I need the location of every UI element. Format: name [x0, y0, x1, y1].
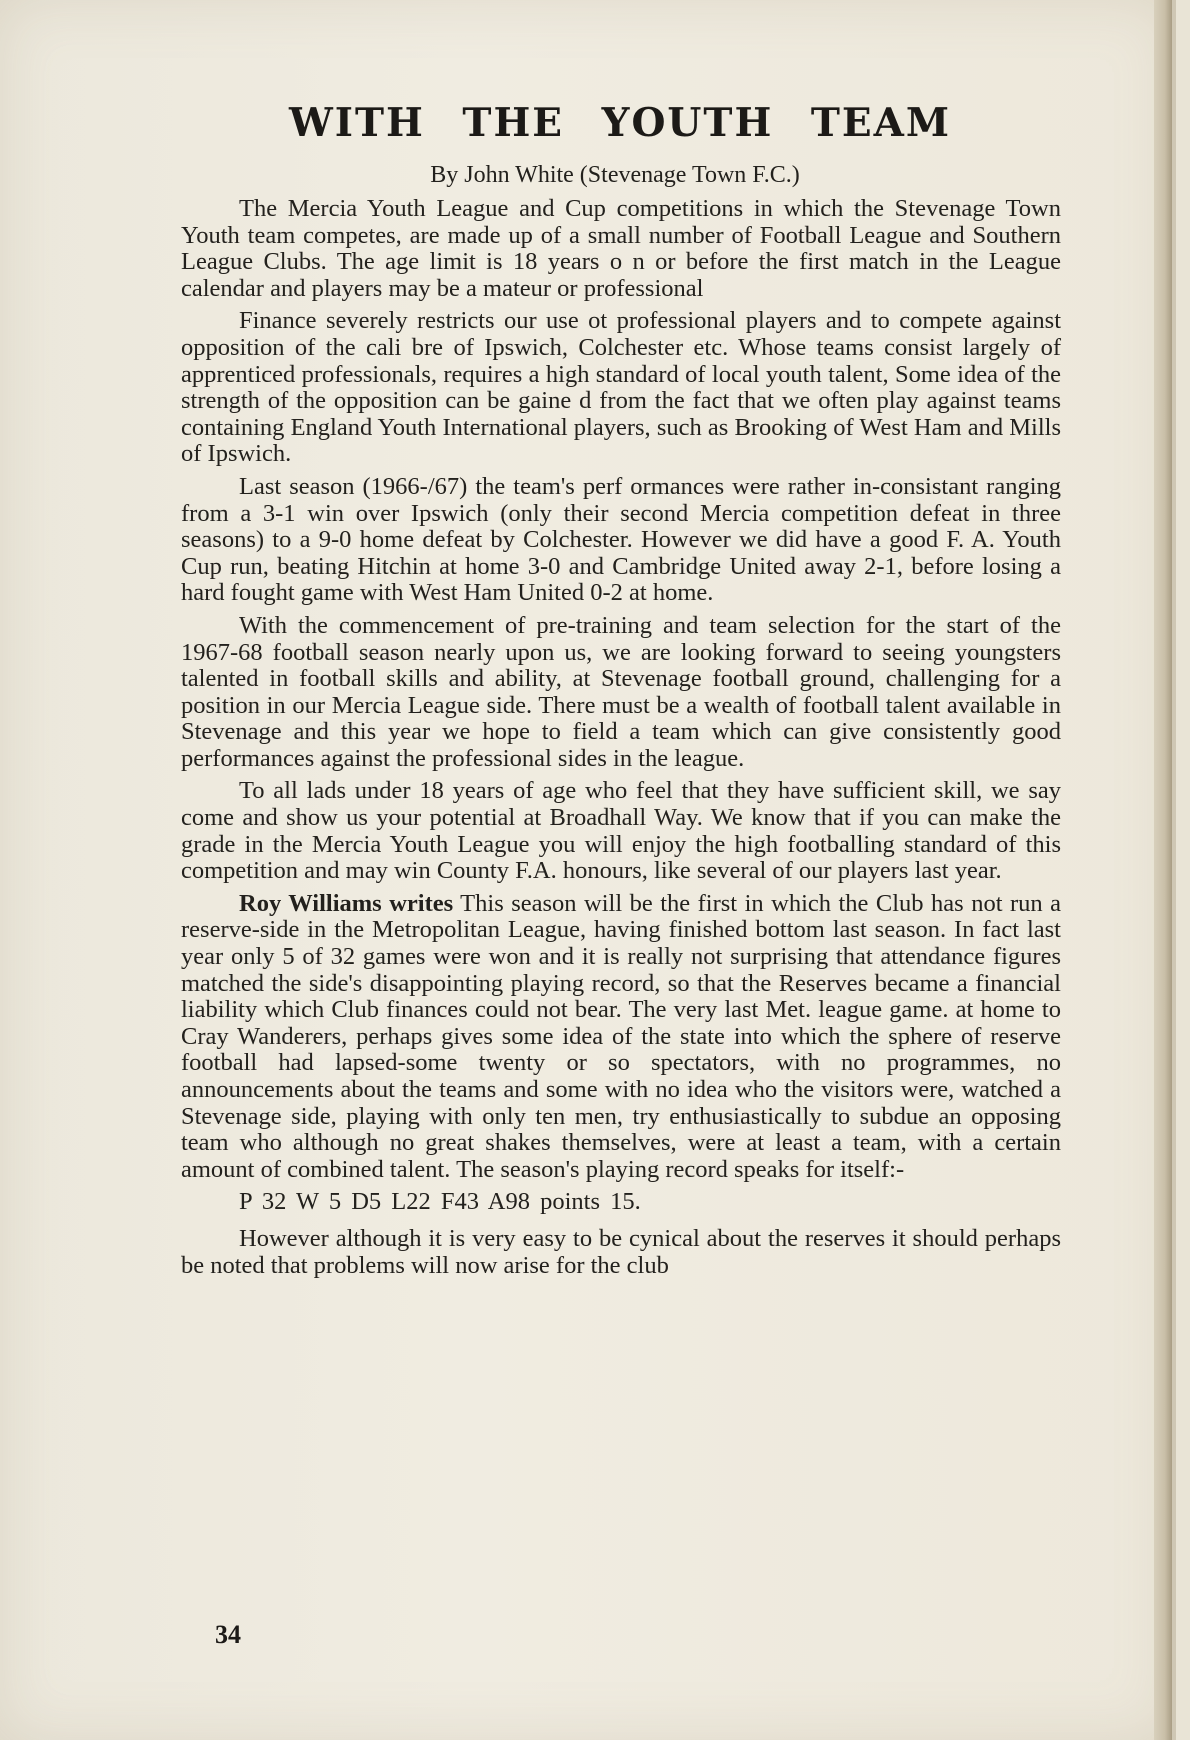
article-body	[181, 196, 1061, 1285]
page-edge	[1154, 0, 1172, 1740]
author-lead: Roy Williams writes	[239, 889, 454, 917]
playing-record: P 32 W 5 D5 L22 F43 A98 points 15.	[239, 1188, 641, 1216]
paragraph-last-season: Last season (1966-/67) the team's perf ormances were rather in-consistant ranging from a 3-1 win over Ipswich (only their second Mercia competition defeat in three seasons) to a 9-0 home defeat by Colchester. However we did have a good F. A. Youth Cup run, beating Hitchin at home 3-0 and Cambridge United away 2-1, before losing a hard fought game with West Ham United 0-2 at home.	[181, 472, 1061, 607]
reserves-text: This season will be the first in which the Club has not run a reserve-side in the Metropolitan League, having finished bottom last season. In fact last year only 5 of 32 games were won and it is really not surprising that attendance figures matched the side's disappointing playing record, so that the Reserves became a financial liability which Club finances could not bear. The very last Met. league game. at home to Cray Wanderers, perhaps gives some idea of the state into which the sphere of reserve football had lapsed-some twenty or so spectators, with no programmes, no announcements about the teams and some with no idea who the visitors were, watched a Stevenage side, playing with only ten men, try enthusiastically to subdue an opposing team who although no great shakes themselves, were at least a team, with a certain amount of combined talent. The season's playing record speaks for itself:-	[181, 889, 1061, 1183]
article-title: WITH THE YOUTH TEAM	[288, 100, 952, 146]
paragraph-league-intro: The Mercia Youth League and Cup competitions in which the Stevenage Town Youth team competes, are made up of a small number of Football League and Southern League Clubs. The age limit is 18 years o n or before the first match in the League calendar and players may be a mateur or professional	[181, 195, 1061, 302]
paragraph-reserves	[181, 891, 1061, 1184]
page-number: 34	[215, 1620, 241, 1649]
paragraph-invitation: To all lads under 18 years of age who feel that they have sufficient skill, we say come and show us your potential at Broadhall Way. We know that if you can make the grade in the Mercia Youth League you will enjoy the high footballing standard of this competition and may win County F.A. honours, like several of our players last year.	[181, 777, 1061, 885]
article-byline: By John White (Stevenage Town F.C.)	[430, 162, 800, 188]
paragraph-closing: However although it is very easy to be cynical about the reserves it should perhaps be noted that problems will now arise for the club	[181, 1224, 1061, 1279]
paragraph-finance: Finance severely restricts our use ot professional players and to compete against opposition of the cali bre of Ipswich, Colchester etc. Whose teams consist largely of apprenticed professionals, requires a high standard of local youth talent, Some idea of the strength of the opposition can be gaine d from the fact that we often play against teams containing England Youth International players, such as Brooking of West Ham and Mills of Ipswich.	[181, 307, 1061, 468]
paragraph-commencement: With the commencement of pre-training and team selection for the start of the 1967-68 football season nearly upon us, we are looking forward to seeing youngsters talented in football skills and ability, at Stevenage football ground, challenging for a position in our Mercia League side. There must be a wealth of football talent available in Stevenage and this year we hope to field a team which can give consistently good performances against the professional sides in the league.	[181, 611, 1061, 772]
